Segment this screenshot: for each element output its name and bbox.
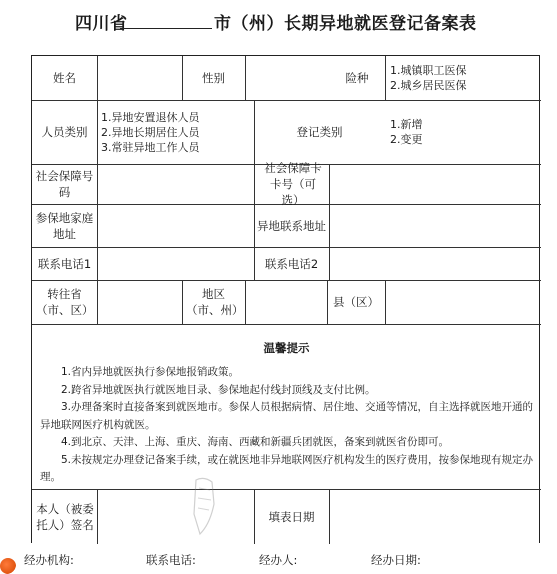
remote-address-field[interactable] — [329, 204, 541, 247]
form-title — [0, 9, 557, 34]
registration-category-label: 登记类别 — [296, 125, 343, 139]
corner-mark-icon — [0, 558, 16, 574]
region-label: 地区（市、州） — [186, 287, 244, 317]
tip-item: 2.跨省异地就医执行就医地目录、参保地起付线封顶线及支付比例。 — [61, 383, 376, 396]
footer-date: 经办日期: — [371, 553, 421, 567]
name-label: 姓名 — [53, 71, 76, 85]
move-to-province-label: 转往省（市、区） — [36, 287, 94, 317]
registration-form — [31, 55, 540, 543]
registration-option-2[interactable]: 2.变更 — [390, 133, 423, 146]
phone1-field[interactable] — [97, 247, 254, 280]
stamp-mark-icon — [190, 474, 218, 538]
person-option-3[interactable]: 3.常驻异地工作人员 — [101, 140, 200, 154]
ss-card-number-field[interactable] — [329, 164, 541, 204]
home-address-label: 参保地家庭地址 — [35, 210, 94, 241]
ss-card-number-label: 社会保障卡卡号（可选） — [264, 161, 322, 207]
insurance-type-label: 险种 — [345, 71, 369, 85]
fill-date-field[interactable] — [329, 489, 541, 544]
insurance-option-1[interactable]: 1.城镇职工医保 — [390, 64, 467, 77]
footer-agency: 经办机构: — [24, 553, 74, 567]
applicant-sign-field[interactable] — [97, 489, 254, 544]
tips-heading: 温馨提示 — [263, 341, 310, 355]
footer-handler: 经办人: — [259, 553, 298, 567]
region-field[interactable] — [245, 280, 327, 324]
ss-number-label: 社会保障号码 — [35, 169, 94, 199]
move-to-province-field[interactable] — [97, 280, 182, 324]
county-label: 县（区） — [333, 295, 379, 309]
registration-option-1[interactable]: 1.新增 — [390, 118, 423, 131]
tip-item: 5.未按规定办理登记备案手续，或在就医地非异地联网医疗机构发生的医疗费用，按参保地现有规定办理。 — [40, 453, 534, 483]
insurance-type-options[interactable] — [385, 56, 541, 100]
phone1-label: 联系电话1 — [37, 256, 92, 271]
phone2-label: 联系电话2 — [264, 256, 319, 271]
person-option-2[interactable]: 2.异地长期居住人员 — [101, 125, 200, 139]
person-category-label: 人员类别 — [41, 125, 88, 139]
insurance-option-2[interactable]: 2.城乡居民医保 — [390, 79, 467, 92]
gender-field[interactable] — [245, 56, 329, 100]
title-rest: 市（州）长期异地就医登记备案表 — [214, 14, 477, 34]
person-option-1[interactable]: 1.异地安置退休人员 — [101, 110, 200, 124]
title-province: 四川省 — [75, 14, 128, 34]
fill-date-label: 填表日期 — [268, 509, 315, 524]
name-field[interactable] — [97, 56, 182, 100]
home-address-field[interactable] — [97, 204, 254, 247]
title-city-blank[interactable] — [120, 28, 212, 29]
tip-item: 1.省内异地就医执行参保地报销政策。 — [61, 366, 240, 378]
registration-category-options[interactable] — [385, 100, 541, 164]
gender-label: 性别 — [202, 71, 225, 85]
phone2-field[interactable] — [329, 247, 541, 280]
remote-address-label: 异地联系地址 — [257, 218, 326, 233]
footer-phone: 联系电话: — [146, 553, 196, 567]
tips-list — [40, 364, 536, 487]
person-category-options[interactable] — [97, 100, 254, 164]
footer-bar — [0, 552, 557, 570]
tip-item: 3.办理备案时直接备案到就医地市。参保人员根据病情、居住地、交通等情况，自主选择就医地开通的异地联网医疗机构就医。 — [40, 401, 534, 431]
tip-item: 4.到北京、天津、上海、重庆、海南、西藏和新疆兵团就医，备案到就医省份即可。 — [61, 436, 450, 448]
applicant-sign-label: 本人（被委托人）签名 — [36, 501, 94, 532]
county-field[interactable] — [385, 280, 541, 324]
ss-number-field[interactable] — [97, 164, 254, 204]
